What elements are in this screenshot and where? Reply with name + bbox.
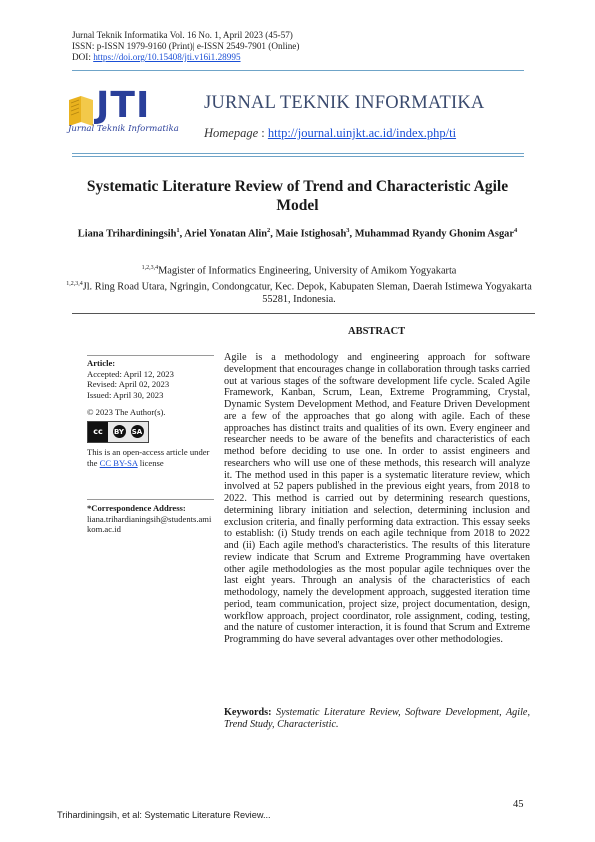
keywords-label: Keywords: xyxy=(224,707,272,718)
license-link[interactable]: CC BY-SA xyxy=(99,457,138,468)
author-sup: 1 xyxy=(176,227,180,234)
page-number: 45 xyxy=(513,799,524,810)
author-list xyxy=(76,224,519,240)
journal-volume-line: Jurnal Teknik Informatika Vol. 16 No. 1, April 2023 (45-57) xyxy=(72,30,293,40)
running-title: Trihardiningsih, et al: Systematic Literature Review... xyxy=(57,810,271,820)
article-info-sidebar xyxy=(87,358,214,468)
revised-date: Revised: April 02, 2023 xyxy=(87,379,170,390)
doi-link[interactable]: https://doi.org/10.15408/jti.v16i1.28995 xyxy=(93,52,241,62)
license-post: license xyxy=(137,457,164,468)
correspondence-label: *Correspondence Address: xyxy=(87,503,186,513)
logo-subtitle: Jurnal Teknik Informatika xyxy=(68,124,179,134)
author-name: Liana Trihardiningsih xyxy=(77,228,177,240)
affil-text: Magister of Informatics Engineering, University of Amikom Yogyakarta xyxy=(158,265,457,277)
article-title: Systematic Literature Review of Trend and Characteristic Agile Model xyxy=(86,178,509,214)
jti-logo xyxy=(66,85,179,138)
by-attribution-icon: BY xyxy=(113,425,126,438)
abstract-heading: ABSTRACT xyxy=(348,326,406,337)
abstract-body: Agile is a methodology and engineering approach for software development that encourages change in collaboration through tasks carried out at various stages of the software development life cycle. Scaled Agile Framework, Kanban, Scrum, Lean, Extreme Programming, Crystal, Dynamic System Development Method, and Feature Driven Development are a few of the approaches that go along with agile. Each of these approaches has distinct traits and qualities of its own. Every engineer and researcher needs to be aware of the benefits and characteristics of each method before deciding to use one. In order to assist engineers and researchers who will use one of these methods, this research will analyze it. The method used in this paper is a systematic literature review, which involved at 52 papers published in the previous eight years, from 2018 to 2022. This method is carried out by determining research questions, determining library initiation and selection, determining inclusion and exclusion criteria, and finally performing data extraction. This essay seeks to establish: (i) Study trends on each agile technique from 2018 to 2022 and (ii) Each agile method's characteristics. The results of this literature review indicate that Scrum and Extreme Programming have overtaken other agile methodologies as the most popular agile techniques over the last eight years. Through an analysis of the characteristics of each methodology, namely the development approach, suggested iteration time period, team communication, project size, project documentation, design, workflow approach, project coordinator, role assignment, coding, testing, and the nature of customer interaction, it is found that Scrum and Extreme Programming do have several advantages over other methodologies. xyxy=(224,352,530,645)
logo-text: JTI xyxy=(96,85,151,126)
author-sup: 3 xyxy=(346,227,350,234)
correspondence-email: liana.trihardianingsih@students.amikom.ac.id xyxy=(87,513,212,535)
author-name: Ariel Yonatan Alin xyxy=(184,228,268,240)
doi-label: DOI: xyxy=(72,52,94,62)
header-rule-bottom xyxy=(72,153,524,154)
doi-line xyxy=(72,52,241,63)
affil-sup: 1,2,3,4 xyxy=(141,265,159,271)
copyright-text: © 2023 The Author(s). xyxy=(87,407,166,418)
issn-line: ISSN: p-ISSN 1979-9160 (Print)| e-ISSN 2549-7901 (Online) xyxy=(72,41,300,51)
affil-text: Jl. Ring Road Utara, Ngringin, Condongcatur, Kec. Depok, Kabupaten Sleman, Daerah Istimewa Yogyakarta 55281, Indonesia. xyxy=(82,281,532,305)
author-sup: 4 xyxy=(513,227,518,234)
correspondence-block xyxy=(87,503,214,535)
affil-sup: 1,2,3,4 xyxy=(66,280,83,287)
accepted-date: Accepted: April 12, 2023 xyxy=(87,368,174,379)
author-name: Muhammad Ryandy Ghonim Asgar xyxy=(354,228,514,240)
header-rule-bottom-2 xyxy=(72,156,524,157)
section-rule xyxy=(72,313,535,314)
author-sup: 2 xyxy=(267,227,271,234)
license-text xyxy=(87,447,214,468)
affiliation-2 xyxy=(64,278,534,306)
issued-date: Issued: April 30, 2023 xyxy=(87,389,164,400)
article-label: Article: xyxy=(87,358,116,368)
author-sep: , xyxy=(349,228,355,240)
homepage-label: Homepage xyxy=(204,126,259,140)
affiliation-1 xyxy=(64,262,534,278)
keywords xyxy=(224,707,530,731)
sidebar-rule-top xyxy=(87,355,214,356)
header-rule-top xyxy=(72,70,524,71)
keywords-list: Systematic Literature Review, Software Development, Agile, Trend Study, Characteristic. xyxy=(224,707,530,730)
homepage-sep: : xyxy=(258,126,268,140)
sa-sharealike-icon: SA xyxy=(131,425,144,438)
affiliations xyxy=(64,262,534,306)
cc-license-badge[interactable] xyxy=(87,421,149,443)
license-pre: This is an open-access article under the xyxy=(87,446,210,468)
cc-icon: cc xyxy=(88,422,108,442)
sidebar-rule-mid xyxy=(87,499,214,500)
author-sep: , xyxy=(179,228,185,240)
journal-name: JURNAL TEKNIK INFORMATIKA xyxy=(204,93,485,113)
homepage-link[interactable]: http://journal.uinjkt.ac.id/index.php/ti xyxy=(267,126,457,140)
homepage-line xyxy=(204,126,456,141)
author-name: Maie Istighosah xyxy=(275,228,347,240)
author-sep: , xyxy=(270,228,276,240)
